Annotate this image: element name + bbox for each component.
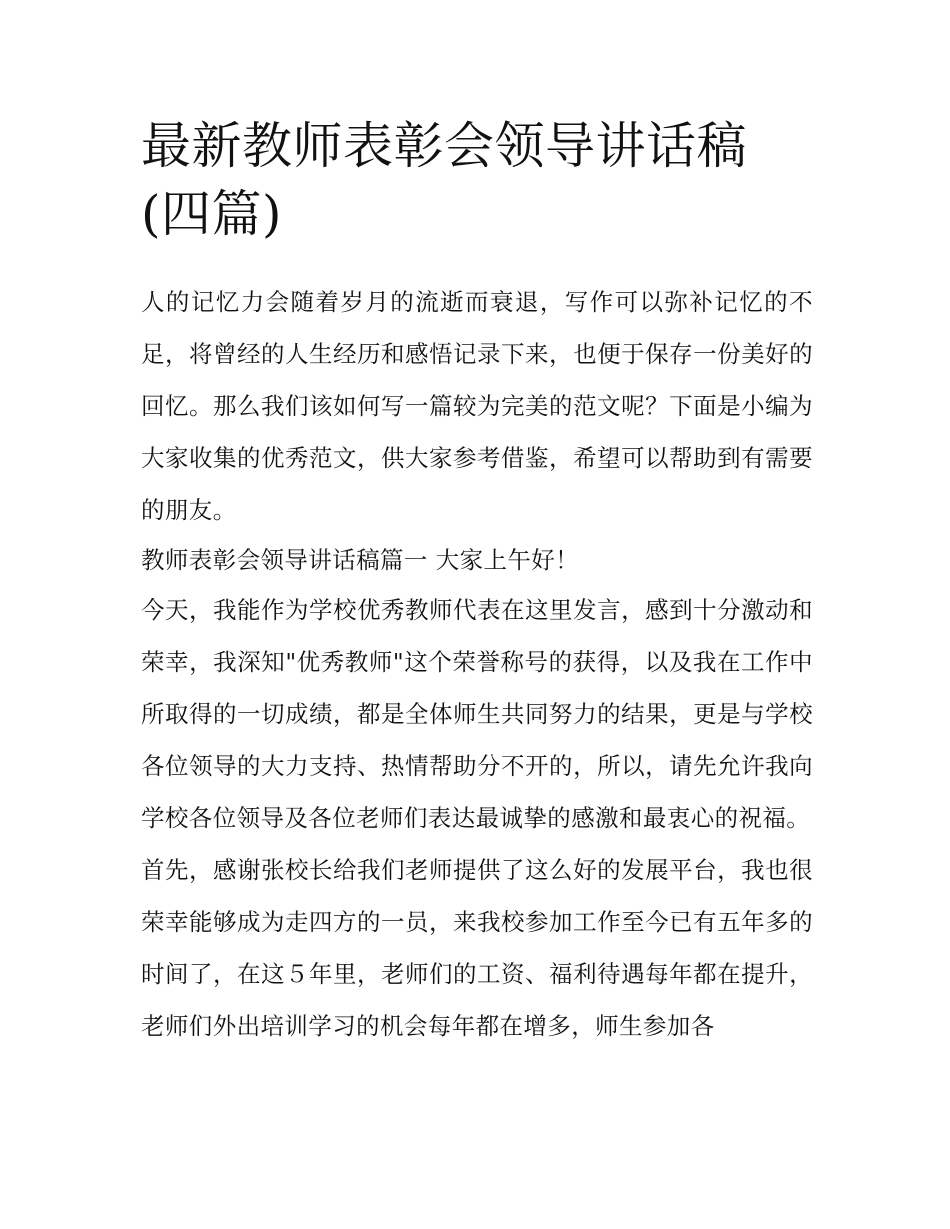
document-title: 最新教师表彰会领导讲话稿(四篇)	[141, 117, 747, 243]
body-paragraph: 今天，我能作为学校优秀教师代表在这里发言，感到十分激动和荣幸，我深知"优秀教师"这个荣誉称号的获得，以及我在工作中所取得的一切成绩，都是全体师生共同努力的结果，更是与学校各位领导的大力支持、热情帮助分不开的，所以，请先允许我向学校各位领导及各位老师们表达最诚挚的感激和最衷心的祝福。	[141, 596, 813, 832]
section-heading: 教师表彰会领导讲话稿篇一 大家上午好！	[141, 546, 580, 574]
body-paragraph: 首先，感谢张校长给我们老师提供了这么好的发展平台，我也很荣幸能够成为走四方的一员，来我校参加工作至今已有五年多的时间了，在这５年里，老师们的工资、福利待遇每年都在提升，老师们外出培训学习的机会每年都在增多，师生参加各	[141, 856, 813, 1040]
document-page	[141, 112, 813, 1052]
intro-paragraph: 人的记忆力会随着岁月的流逝而衰退，写作可以弥补记忆的不足，将曾经的人生经历和感悟记录下来，也便于保存一份美好的回忆。那么我们该如何写一篇较为完美的范文呢？下面是小编为大家收集的优秀范文，供大家参考借鉴，希望可以帮助到有需要的朋友。	[141, 288, 813, 524]
